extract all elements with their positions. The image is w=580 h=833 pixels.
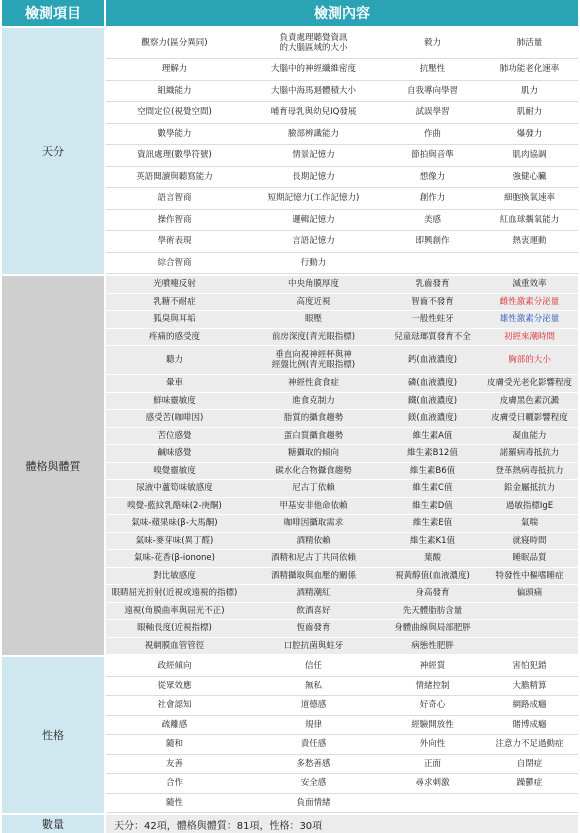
table-cell: 作曲	[423, 128, 441, 139]
table-cell: 疼痛的感受度	[148, 331, 200, 342]
table-cell: 氣喘	[520, 518, 538, 529]
table-cell: 大腦中海馬迴體積大小	[270, 85, 356, 96]
table-cell: 凝血能力	[512, 430, 547, 441]
table-row	[106, 59, 578, 81]
table-cell: 胸部的大小	[508, 355, 551, 365]
table-cell: 自我導向學習	[406, 85, 458, 96]
table-cell: 政經傾向	[157, 661, 192, 672]
table-cell: 對比敏感度	[153, 570, 196, 581]
table-row	[106, 774, 578, 794]
table-cell: 甲基安非他命依賴	[279, 500, 348, 511]
table-row	[106, 603, 578, 621]
table-cell: 數學能力	[157, 128, 192, 139]
table-cell: 蛋白質攝食趨勢	[283, 430, 344, 441]
table-row	[106, 696, 578, 716]
table-cell: 眼壓	[304, 314, 322, 325]
table-row	[106, 188, 578, 210]
table-row	[106, 253, 578, 275]
table-cell: 行動力	[300, 257, 327, 268]
table-cell: 維生素K1值	[410, 535, 455, 546]
table-cell: 暈車	[165, 378, 183, 389]
table-cell: 皮膚黑色素沉澱	[499, 395, 560, 406]
table-row	[106, 28, 578, 59]
table-cell: 爆發力	[516, 128, 543, 139]
table-cell: 氣味-花香(β-ionone)	[134, 553, 215, 564]
table-cell: 學術表現	[157, 236, 192, 247]
table-cell: 雌性激素分泌量	[499, 296, 560, 307]
table-footer	[2, 813, 578, 833]
table-cell: 資訊處理(數學符號)	[137, 150, 212, 161]
table-cell: 信任	[304, 661, 322, 672]
table-cell: 安全感	[300, 778, 327, 789]
table-cell: 皮膚受光老化影響程度	[486, 378, 572, 389]
table-cell: 神經性貪食症	[287, 378, 339, 389]
table-row	[106, 716, 578, 736]
table-cell: 綜合智商	[157, 257, 192, 268]
table-cell: 尼古丁依賴	[292, 483, 335, 494]
table-cell: 嗅覺靈敏度	[153, 465, 196, 476]
table-cell: 酒精攝取與血壓的關係	[270, 570, 356, 581]
table-cell: 進食克制力	[292, 395, 335, 406]
table-cell: 身高發育	[415, 588, 450, 599]
table-cell: 節拍與音準	[411, 150, 454, 161]
table-cell: 大膽精算	[512, 680, 547, 691]
header-items: 檢測項目	[2, 0, 106, 26]
table-row	[106, 677, 578, 697]
table-cell: 智齒不發育	[411, 296, 454, 307]
table-cell	[481, 638, 578, 655]
section-tf	[2, 26, 578, 274]
table-cell: 隨性	[165, 797, 183, 808]
table-cell: 身體曲線與局部肥胖	[394, 623, 471, 634]
table-cell: 特發性中樞嗜睡症	[495, 570, 564, 581]
table-cell: 即興創作	[415, 236, 450, 247]
section-rows	[106, 276, 578, 655]
table-cell: 合作	[165, 778, 183, 789]
table-row	[106, 620, 578, 638]
table-cell: 先天體脂肪含量	[402, 605, 463, 616]
table-cell: 毅力	[423, 38, 441, 48]
table-cell: 規律	[304, 719, 322, 730]
table-cell: 道德感	[300, 700, 327, 711]
table-cell: 碳水化合物攝食趨勢	[275, 465, 352, 476]
table-cell: 無私	[304, 680, 322, 691]
table-row	[106, 657, 578, 677]
table-cell: 疏離感	[161, 719, 188, 730]
table-cell: 情緒控制	[415, 680, 450, 691]
table-cell: 葉酸	[423, 553, 441, 564]
table-row	[106, 428, 578, 446]
table-cell: 想像力	[419, 171, 446, 182]
table-cell: 氣味-蘋果味(β-大馬酮)	[131, 518, 218, 529]
table-cell: 視黃醇值(血液濃度)	[395, 570, 470, 581]
table-cell: 經驗開放性	[411, 719, 454, 730]
table-cell: 酒精依賴	[296, 535, 331, 546]
table-cell: 抗壓性	[419, 64, 446, 75]
table-row	[106, 145, 578, 167]
table-row	[106, 585, 578, 603]
table-cell: 脂質的攝食趨勢	[283, 413, 344, 424]
table-cell: 隨和	[165, 739, 183, 750]
table-row	[106, 445, 578, 463]
table-cell: 試誤學習	[415, 107, 450, 118]
table-cell: 語言智商	[157, 193, 192, 204]
table-cell: 肺活量	[516, 38, 543, 48]
table-header	[2, 0, 578, 26]
table-row	[106, 231, 578, 253]
table-row	[106, 393, 578, 411]
section-xg	[2, 655, 578, 813]
table-cell: 負面情緒	[296, 797, 331, 808]
section-rows	[106, 657, 578, 813]
table-cell: 高度近視	[296, 296, 331, 307]
table-row	[106, 375, 578, 393]
table-cell: 登革熱病毒抵抗力	[495, 465, 564, 476]
table-cell	[481, 794, 578, 813]
test-items-table	[2, 0, 578, 833]
table-cell: 言語記憶力	[292, 236, 335, 247]
table-cell: 好奇心	[419, 700, 446, 711]
table-cell: 組織能力	[157, 85, 192, 96]
table-row	[106, 735, 578, 755]
table-cell: 鎂(血液濃度)	[407, 413, 458, 424]
table-cell	[481, 603, 578, 620]
table-cell: 肺功能老化速率	[499, 64, 560, 75]
table-cell: 糖攝取的傾向	[287, 448, 339, 459]
table-cell: 細胞換氧速率	[503, 193, 555, 204]
table-cell: 鮮味靈敏度	[153, 395, 196, 406]
table-cell: 操作智商	[157, 214, 192, 225]
table-cell: 負責處理聽覺資訊 的大腦區域的大小	[279, 33, 348, 53]
table-cell: 情景記憶力	[292, 150, 335, 161]
table-row	[106, 638, 578, 656]
header-content: 檢測內容	[314, 6, 370, 22]
table-row	[106, 550, 578, 568]
table-cell: 聽力	[165, 355, 183, 365]
table-cell: 哺育母乳與幼兒IQ發展	[270, 107, 357, 118]
table-row	[106, 480, 578, 498]
table-cell: 躁鬱症	[516, 778, 543, 789]
table-cell: 正面	[423, 758, 441, 769]
table-cell: 友善	[165, 758, 183, 769]
section-rows	[106, 28, 578, 274]
table-row	[106, 755, 578, 775]
table-cell: 遠視(角膜曲率與屈光不正)	[124, 605, 225, 616]
table-cell: 眼睛屈光折射(近視或遠視的指標)	[111, 588, 238, 599]
table-cell: 大腦中的神經纖維密度	[270, 64, 356, 75]
table-cell: 自閉症	[516, 758, 543, 769]
table-cell: 嗅覺-藍紋乳酪味(2-庚酮)	[127, 500, 222, 511]
table-row	[106, 81, 578, 103]
table-cell: 睡眠品質	[512, 553, 547, 564]
table-cell: 維生素C值	[412, 483, 453, 494]
table-cell: 肌肉協調	[512, 150, 547, 161]
section-tz	[2, 274, 578, 655]
table-cell: 乳齒發育	[415, 279, 450, 290]
table-cell: 酒精潮紅	[296, 588, 331, 599]
table-cell: 狐臭與耳垢	[153, 314, 196, 325]
table-cell: 鹹味感覺	[157, 448, 192, 459]
table-cell: 責任感	[300, 739, 327, 750]
table-cell: 病態性肥胖	[411, 640, 454, 651]
category-label: 天分	[2, 28, 106, 274]
table-cell	[481, 620, 578, 637]
table-row	[106, 276, 578, 294]
table-cell: 尋求刺激	[415, 778, 450, 789]
table-cell: 氣味-麥芽味(異丁醛)	[135, 535, 214, 546]
table-row	[106, 463, 578, 481]
table-cell: 神經質	[419, 661, 446, 672]
table-cell: 鉛金屬抵抗力	[503, 483, 555, 494]
table-cell: 紅血球攜氧能力	[499, 214, 560, 225]
table-row	[106, 498, 578, 516]
table-cell	[481, 253, 578, 274]
table-cell: 感受苦(咖啡因)	[145, 413, 204, 424]
table-cell: 尿液中蘆筍味敏感度	[136, 483, 213, 494]
table-body	[2, 26, 578, 813]
table-cell: 熱衷運動	[512, 236, 547, 247]
table-row	[106, 311, 578, 329]
table-cell: 雄性激素分泌量	[499, 314, 560, 325]
table-cell: 前房深度(青光眼指標)	[271, 331, 356, 342]
table-row	[106, 794, 578, 814]
table-cell: 視網膜血管管徑	[144, 640, 205, 651]
table-cell: 恆齒發育	[296, 623, 331, 634]
table-cell: 維生素E值	[412, 518, 453, 529]
category-label: 體格與體質	[2, 276, 106, 655]
table-cell: 觀察力(區分異同)	[141, 38, 208, 48]
table-cell: 中央角膜厚度	[287, 279, 339, 290]
table-cell: 社會認知	[157, 700, 192, 711]
table-cell: 維生素A值	[412, 430, 453, 441]
table-cell: 創作力	[419, 193, 446, 204]
table-cell: 過敏指標IgE	[505, 500, 554, 511]
table-row	[106, 410, 578, 428]
table-cell: 皮膚受日曬影響程度	[491, 413, 568, 424]
table-row	[106, 124, 578, 146]
table-row	[106, 329, 578, 347]
table-cell: 酒精和尼古丁共同依賴	[270, 553, 356, 564]
table-cell: 維生素D值	[412, 500, 453, 511]
table-cell: 長期記憶力	[292, 171, 335, 182]
table-row	[106, 533, 578, 551]
table-row	[106, 102, 578, 124]
table-cell: 兒童琺瑯質發育不全	[394, 331, 471, 342]
table-row	[106, 167, 578, 189]
table-cell: 鈣(血液濃度)	[407, 355, 458, 365]
table-cell: 強健心臟	[512, 171, 547, 182]
table-cell: 肌力	[520, 85, 538, 96]
table-cell	[384, 253, 481, 274]
table-row	[106, 568, 578, 586]
table-cell: 飲酒喜好	[296, 605, 331, 616]
table-cell	[384, 794, 481, 813]
table-cell: 從眾效應	[157, 680, 192, 691]
table-cell: 維生素B12值	[407, 448, 458, 459]
table-cell: 多愁善感	[296, 758, 331, 769]
table-cell: 邏輯記憶力	[292, 214, 335, 225]
footer-count: 天分：42項，體格與體質：81項，性格：30項	[106, 815, 578, 833]
table-cell: 一般性蛀牙	[411, 314, 454, 325]
table-cell: 維生素B6值	[409, 465, 456, 476]
table-cell: 鐵(血液濃度)	[407, 395, 458, 406]
table-cell: 眼軸長度(近視指標)	[137, 623, 212, 634]
table-cell: 咖啡因攝取需求	[283, 518, 344, 529]
table-cell: 網路成癮	[512, 700, 547, 711]
table-cell: 害怕犯錯	[512, 661, 547, 672]
table-cell: 乳糖不耐症	[153, 296, 196, 307]
table-cell: 短期記憶力(工作記憶力)	[267, 193, 360, 204]
table-cell: 口腔抗菌與蛀牙	[283, 640, 344, 651]
table-cell: 賭博成癮	[512, 719, 547, 730]
table-cell: 苦位感覺	[157, 430, 192, 441]
table-cell: 磷(血液濃度)	[407, 378, 458, 389]
table-cell: 減重效率	[512, 279, 547, 290]
table-cell: 注意力不足過動症	[495, 739, 564, 750]
table-cell: 光噴嚏反射	[153, 279, 196, 290]
table-cell: 肌耐力	[516, 107, 543, 118]
table-cell: 英語閱讀與聽寫能力	[136, 171, 213, 182]
table-cell: 美感	[423, 214, 441, 225]
table-cell: 垂直向視神經杯與神 經盤比例(青光眼指標)	[271, 350, 356, 370]
table-row	[106, 515, 578, 533]
table-row	[106, 294, 578, 312]
footer-label: 數量	[2, 815, 106, 833]
table-cell: 臉部辨識能力	[287, 128, 339, 139]
table-cell: 諾羅病毒抵抗力	[499, 448, 560, 459]
table-cell: 外向性	[419, 739, 446, 750]
table-row	[106, 346, 578, 375]
table-cell: 空間定位(視覺空間)	[137, 107, 212, 118]
table-cell: 就寢時間	[512, 535, 547, 546]
table-row	[106, 210, 578, 232]
table-cell: 初經來潮時間	[503, 331, 555, 342]
table-cell: 理解力	[161, 64, 188, 75]
category-label: 性格	[2, 657, 106, 813]
table-cell: 偏頭痛	[516, 588, 543, 599]
